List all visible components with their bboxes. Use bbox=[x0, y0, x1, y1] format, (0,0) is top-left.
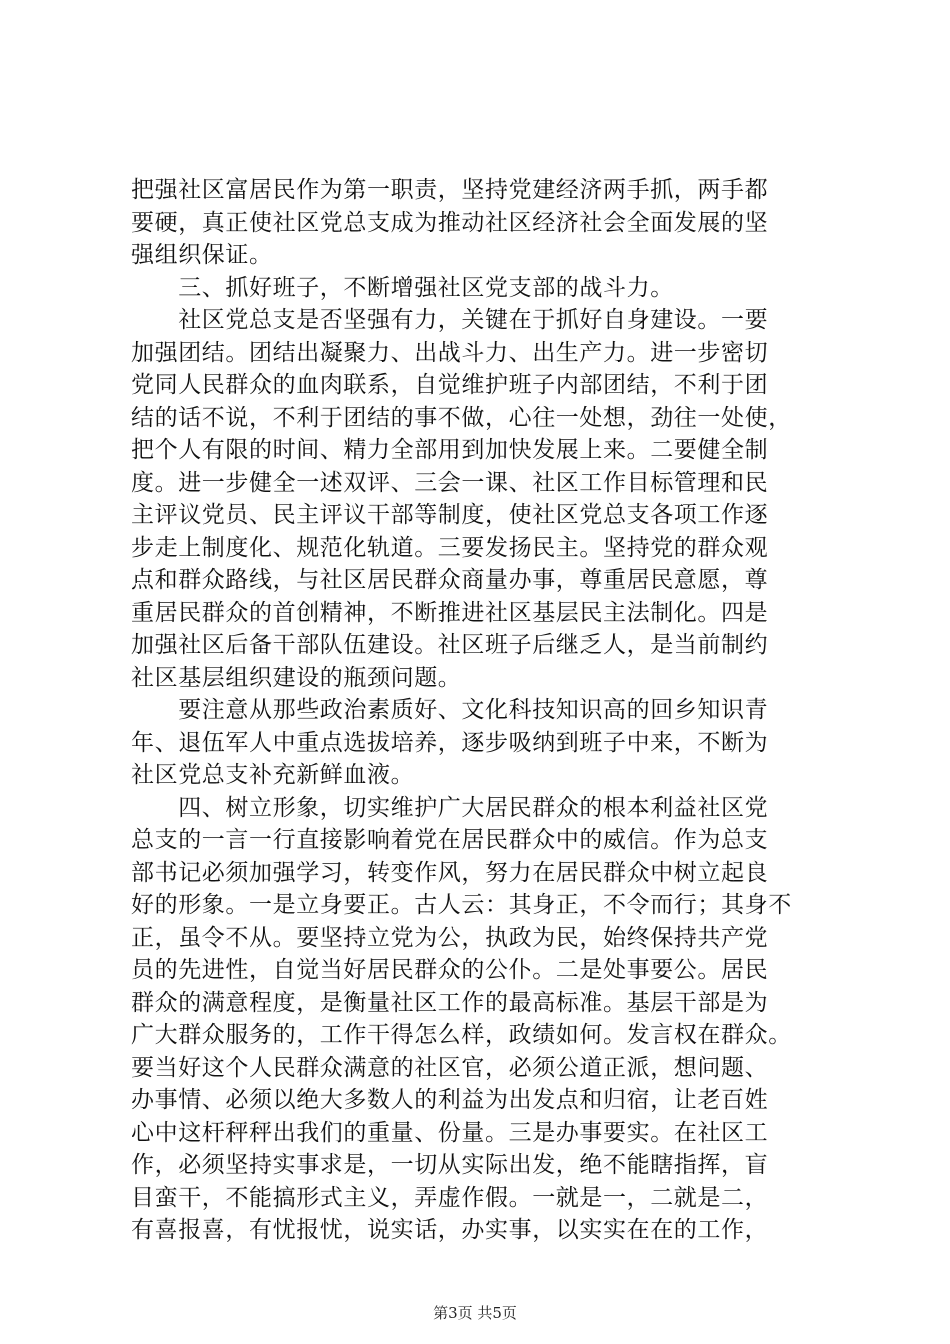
text-line: 员的先进性，自觉当好居民群众的公仆。二是处事要公。居民 bbox=[131, 957, 769, 983]
text-line: 点和群众路线，与社区居民群众商量办事，尊重居民意愿，尊 bbox=[131, 567, 769, 593]
page-footer: 第3页 共5页 bbox=[433, 1304, 517, 1322]
text-line: 作，必须坚持实事求是，一切从实际出发，绝不能瞎指挥，盲 bbox=[131, 1152, 769, 1178]
text-line: 党同人民群众的血肉联系，自觉维护班子内部团结，不利于团 bbox=[131, 372, 769, 398]
text-line: 有喜报喜，有忧报忧，说实话，办实事，以实实在在的工作， bbox=[131, 1217, 769, 1243]
text-line: 结的话不说，不利于团结的事不做，心往一处想，劲往一处使， bbox=[131, 404, 792, 431]
text-line: 加强社区后备干部队伍建设。社区班子后继乏人，是当前制约 bbox=[131, 632, 769, 658]
text-line: 度。进一步健全一述双评、三会一课、社区工作目标管理和民 bbox=[131, 469, 769, 496]
text-line: 好的形象。一是立身要正。古人云：其身正，不令而行；其身不 bbox=[131, 892, 792, 918]
text-line: 主评议党员、民主评议干部等制度，使社区党总支各项工作逐 bbox=[131, 502, 769, 528]
text-line: 心中这杆秤秤出我们的重量、份量。三是办事要实。在社区工 bbox=[131, 1119, 769, 1146]
text-line: 加强团结。团结出凝聚力、出战斗力、出生产力。进一步密切 bbox=[131, 339, 769, 366]
text-line: 社区党总支补充新鲜血液。 bbox=[131, 762, 415, 788]
text-line: 要注意从那些政治素质好、文化科技知识高的回乡知识青 bbox=[131, 697, 769, 723]
text-line: 要当好这个人民群众满意的社区官，必须公道正派，想问题、 bbox=[131, 1054, 769, 1081]
text-line: 总支的一言一行直接影响着党在居民群众中的威信。作为总支 bbox=[131, 827, 769, 853]
section-heading-4: 四、树立形象，切实维护广大居民群众的根本利益社区党 bbox=[131, 794, 769, 821]
text-line: 办事情、必须以绝大多数人的利益为出发点和归宿，让老百姓 bbox=[131, 1087, 769, 1113]
text-line: 年、退伍军人中重点选拔培养，逐步吸纳到班子中来，不断为 bbox=[131, 729, 769, 756]
text-line: 社区基层组织建设的瓶颈问题。 bbox=[131, 664, 462, 691]
text-line: 目蛮干，不能搞形式主义，弄虚作假。一就是一，二就是二， bbox=[131, 1184, 769, 1211]
text-line: 广大群众服务的，工作干得怎么样，政绩如何。发言权在群众。 bbox=[131, 1022, 792, 1048]
text-line: 把个人有限的时间、精力全部用到加快发展上来。二要健全制 bbox=[131, 437, 769, 463]
text-line: 步走上制度化、规范化轨道。三要发扬民主。坚持党的群众观 bbox=[131, 534, 769, 561]
text-line: 强组织保证。 bbox=[131, 242, 273, 268]
text-line: 重居民群众的首创精神，不断推进社区基层民主法制化。四是 bbox=[131, 599, 769, 626]
text-line: 正，虽令不从。要坚持立党为公，执政为民，始终保持共产党 bbox=[131, 924, 769, 951]
text-line: 社区党总支是否坚强有力，关键在于抓好自身建设。一要 bbox=[131, 307, 769, 333]
body-text bbox=[131, 174, 861, 1247]
section-heading-3: 三、抓好班子，不断增强社区党支部的战斗力。 bbox=[131, 274, 674, 301]
text-line: 群众的满意程度，是衡量社区工作的最高标准。基层干部是为 bbox=[131, 989, 769, 1016]
text-line: 部书记必须加强学习，转变作风，努力在居民群众中树立起良 bbox=[131, 859, 769, 886]
text-line: 把强社区富居民作为第一职责，坚持党建经济两手抓，两手都 bbox=[131, 177, 769, 203]
text-line: 要硬，真正使社区党总支成为推动社区经济社会全面发展的坚 bbox=[131, 209, 769, 236]
